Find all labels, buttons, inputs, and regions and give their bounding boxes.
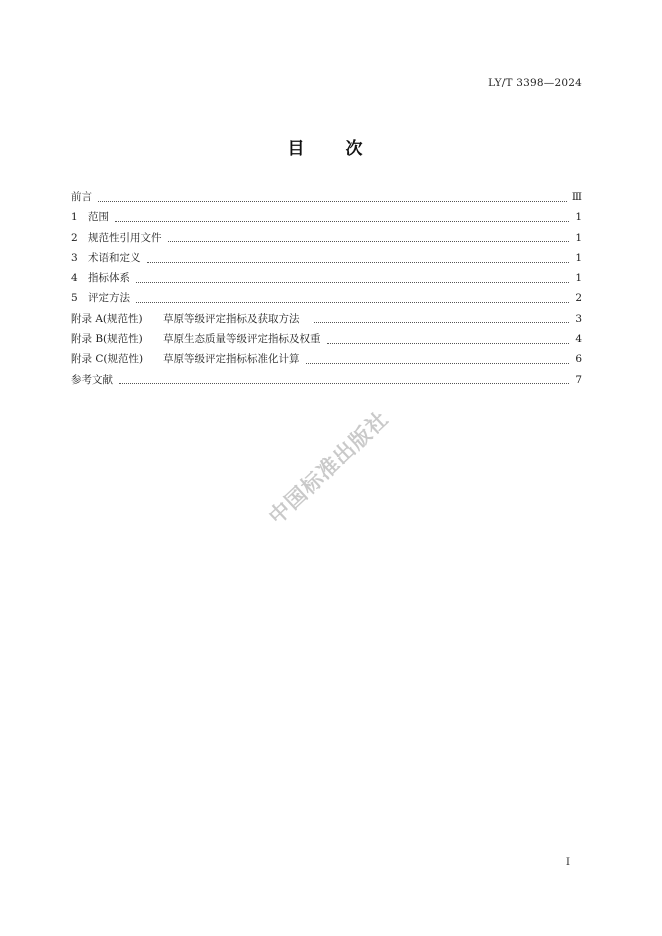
toc-entry-label: 术语和定义 — [88, 251, 141, 264]
toc-entry-appendix-prefix: 附录 A(规范性) — [71, 312, 143, 325]
toc-entry-number: 3 — [71, 251, 78, 264]
toc-entry-page: Ⅲ — [571, 191, 582, 203]
toc-entry-label: 草原生态质量等级评定指标及权重 — [163, 333, 321, 346]
toc-entry-bibliography — [71, 370, 582, 390]
toc-entry-page: 3 — [575, 312, 582, 325]
toc-entry-scope — [71, 207, 582, 227]
toc-entry-page: 7 — [575, 373, 582, 386]
toc-entry-page: 1 — [575, 272, 582, 285]
standard-code-header: LY/T 3398—2024 — [488, 77, 582, 89]
toc-dot-leader — [136, 302, 569, 303]
toc-entry-label: 规范性引用文件 — [88, 231, 162, 244]
toc-entry-page: 1 — [575, 211, 582, 224]
toc-dot-leader — [136, 282, 569, 283]
toc-entry-normative-references — [71, 228, 582, 248]
page-title: 目 次 — [287, 139, 375, 159]
toc-dot-leader — [314, 322, 570, 323]
toc-entry-label: 指标体系 — [88, 272, 130, 285]
toc-entry-number: 1 — [71, 211, 78, 224]
toc-entry-foreword — [71, 187, 582, 207]
toc-entry-page: 2 — [575, 292, 582, 305]
toc-dot-leader — [119, 383, 569, 384]
toc-dot-leader — [168, 241, 570, 242]
toc-dot-leader — [327, 343, 570, 344]
toc-dot-leader — [147, 262, 570, 263]
page-number: Ⅰ — [565, 856, 570, 868]
toc-entry-number: 4 — [71, 272, 78, 285]
toc-entry-label: 草原等级评定指标及获取方法 — [163, 312, 300, 325]
toc-entry-evaluation-method — [71, 288, 582, 308]
toc-entry-page: 6 — [575, 353, 582, 366]
publisher-watermark: 中国标准出版社 — [263, 405, 394, 530]
toc-entry-number: 2 — [71, 231, 78, 244]
toc-dot-leader — [98, 201, 567, 202]
toc-entry-label: 前言 — [71, 191, 92, 203]
table-of-contents — [71, 187, 582, 390]
toc-entry-label: 评定方法 — [88, 292, 130, 305]
toc-entry-label: 参考文献 — [71, 373, 113, 386]
toc-entry-page: 4 — [575, 333, 582, 346]
toc-entry-number: 5 — [71, 292, 78, 305]
toc-entry-terms-definitions — [71, 248, 582, 268]
toc-entry-appendix-b — [71, 329, 582, 349]
toc-dot-leader — [115, 221, 569, 222]
toc-entry-appendix-a — [71, 309, 582, 329]
toc-dot-leader — [306, 363, 570, 364]
toc-entry-page: 1 — [575, 251, 582, 264]
toc-entry-appendix-c — [71, 349, 582, 369]
toc-entry-indicator-system — [71, 268, 582, 288]
toc-entry-label: 草原等级评定指标标准化计算 — [163, 353, 300, 366]
toc-entry-appendix-prefix: 附录 B(规范性) — [71, 333, 143, 346]
toc-entry-appendix-prefix: 附录 C(规范性) — [71, 353, 144, 366]
toc-entry-label: 范围 — [88, 211, 109, 224]
toc-entry-page: 1 — [575, 231, 582, 244]
